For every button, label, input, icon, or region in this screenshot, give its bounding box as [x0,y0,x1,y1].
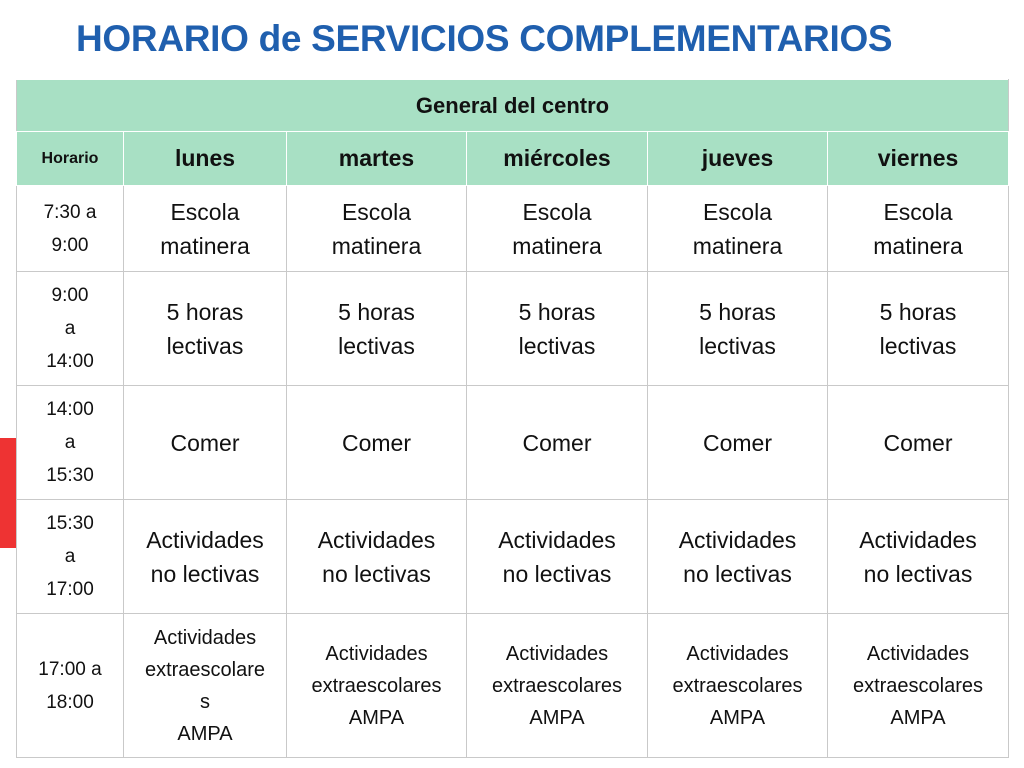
day-header-miercoles: miércoles [467,132,648,186]
table-row [17,386,1009,500]
activity-cell [648,386,828,500]
side-accent-tab [0,438,16,548]
activity-label: 5 horas lectivas [699,298,776,359]
activity-label: Actividades extraescolares AMPA [852,642,984,729]
day-header-viernes: viernes [828,132,1009,186]
activity-label: Actividades extraescolares AMPA [491,642,623,729]
activity-cell [287,500,467,614]
activity-cell [287,614,467,758]
activity-label: Comer [341,429,411,456]
activity-label: Actividades extraescolare s AMPA [144,626,266,745]
time-slot-label: 7:30 a 9:00 [43,201,97,256]
time-slot-cell [17,186,124,272]
table-row [17,186,1009,272]
activity-label: Actividades extraescolares AMPA [672,642,803,729]
schedule-table [16,79,1009,758]
activity-label: Actividades no lectivas [146,526,264,587]
group-header: General del centro [17,80,1009,132]
activity-cell [124,186,287,272]
activity-cell [124,386,287,500]
day-header-lunes: lunes [124,132,287,186]
activity-label: 5 horas lectivas [518,298,596,359]
activity-cell [828,272,1009,386]
time-slot-label: 14:00 a 15:30 [46,399,94,486]
activity-cell [124,500,287,614]
time-slot-cell [17,386,124,500]
activity-label: Escola matinera [873,198,963,259]
time-column-header: Horario [17,132,124,186]
activity-label: Escola matinera [160,198,250,259]
activity-cell [467,500,648,614]
activity-label: Comer [170,429,240,456]
day-header-row [17,132,1009,186]
activity-label: 5 horas lectivas [338,298,415,359]
activity-cell [648,186,828,272]
activity-label: Comer [702,429,772,456]
activity-cell [467,272,648,386]
time-slot-label: 17:00 a 18:00 [38,658,102,713]
activity-cell [287,186,467,272]
table-row [17,614,1009,758]
time-slot-cell [17,272,124,386]
time-slot-cell [17,614,124,758]
table-row [17,500,1009,614]
activity-label: Comer [522,429,592,456]
activity-cell [828,500,1009,614]
activity-label: Actividades extraescolares AMPA [311,642,442,729]
activity-label: Actividades no lectivas [498,526,616,587]
group-header-row [17,80,1009,132]
activity-cell [828,186,1009,272]
activity-cell [467,386,648,500]
activity-cell [828,614,1009,758]
activity-cell [648,614,828,758]
time-slot-cell [17,500,124,614]
activity-cell [124,614,287,758]
activity-label: Actividades no lectivas [678,526,797,587]
time-slot-label: 15:30 a 17:00 [46,513,94,600]
activity-cell [287,386,467,500]
activity-cell [648,500,828,614]
activity-label: Comer [883,429,953,456]
day-header-martes: martes [287,132,467,186]
activity-cell [287,272,467,386]
time-slot-label: 9:00 a 14:00 [46,285,94,372]
page-title: HORARIO de SERVICIOS COMPLEMENTARIOS [76,18,893,59]
table-row [17,272,1009,386]
activity-label: Escola matinera [512,198,602,259]
day-header-jueves: jueves [648,132,828,186]
activity-cell [124,272,287,386]
activity-cell [467,186,648,272]
activity-cell [828,386,1009,500]
activity-label: 5 horas lectivas [166,298,244,359]
activity-cell [648,272,828,386]
activity-label: 5 horas lectivas [879,298,957,359]
activity-label: Escola matinera [331,198,422,259]
activity-label: Actividades no lectivas [859,526,977,587]
activity-label: Escola matinera [692,198,783,259]
activity-label: Actividades no lectivas [317,526,436,587]
activity-cell [467,614,648,758]
